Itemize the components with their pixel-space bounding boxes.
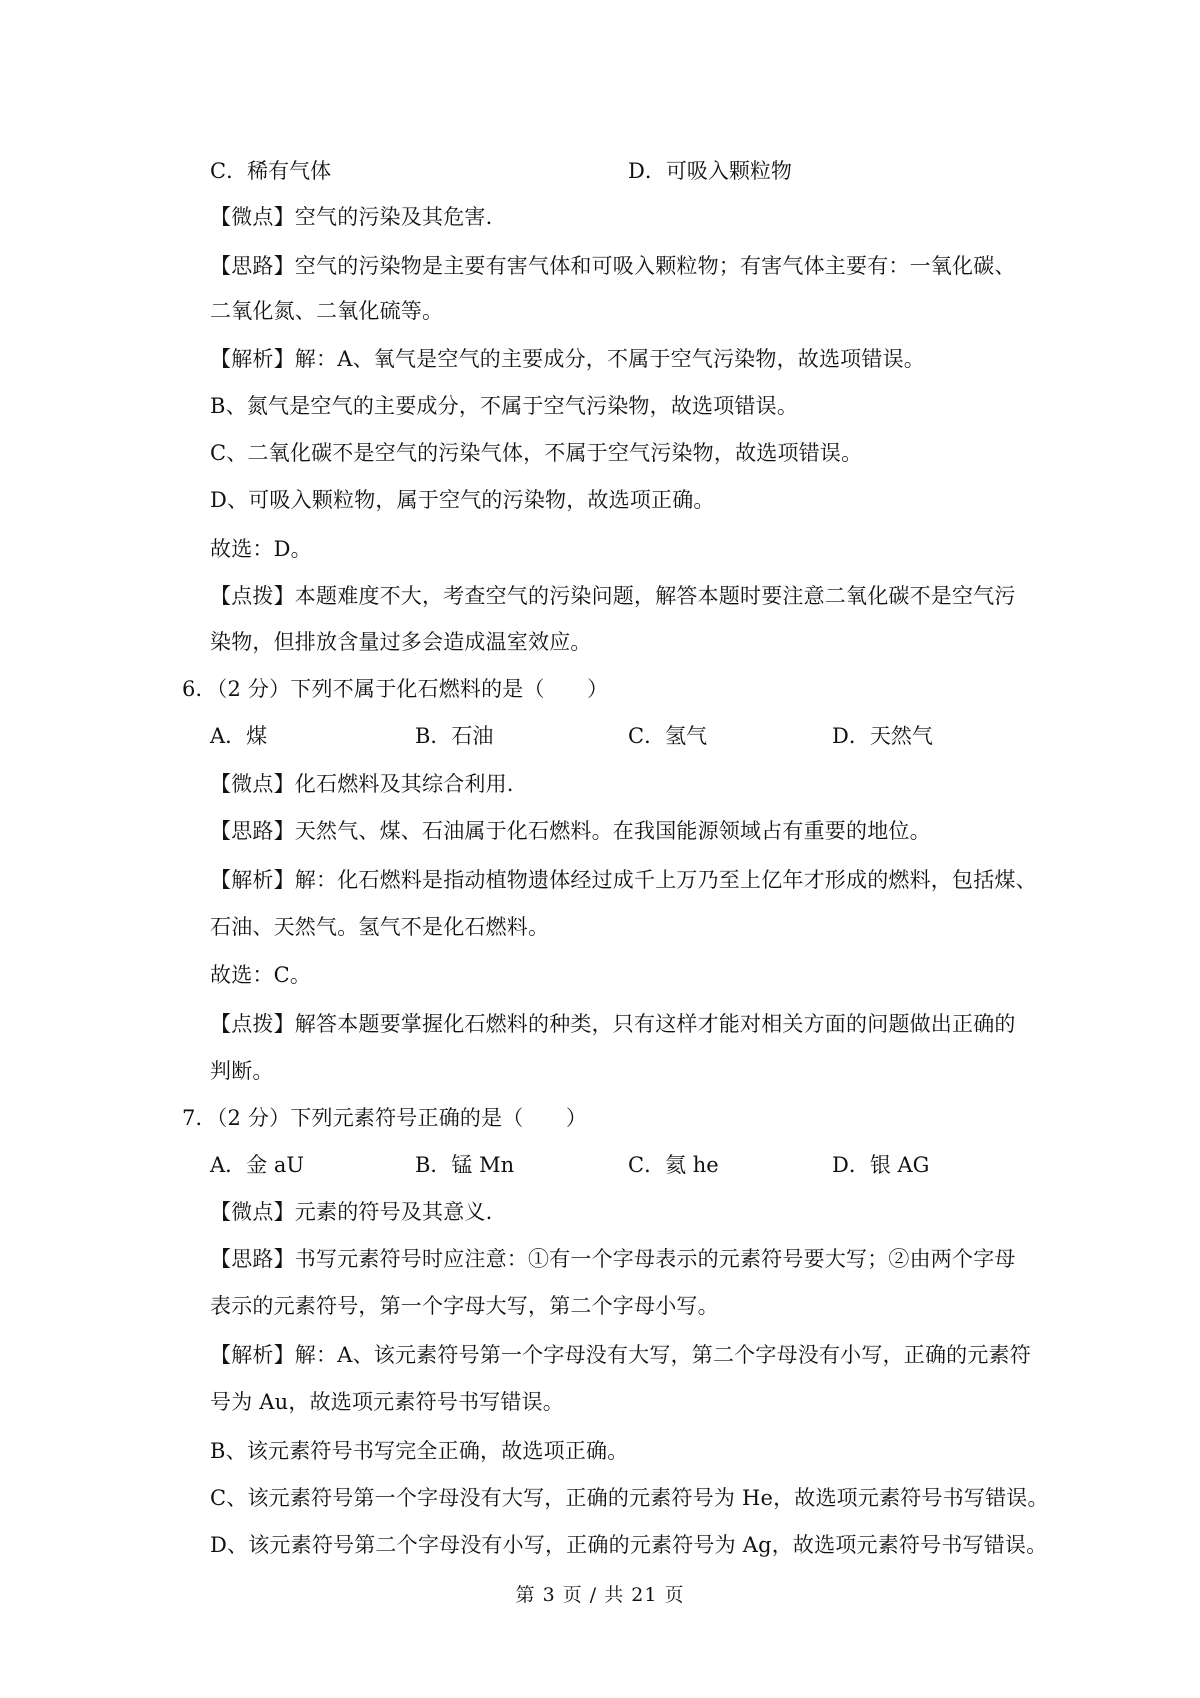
q5-jiexi-line1: 【解析】解：A、氧气是空气的主要成分，不属于空气污染物，故选项错误。 [210, 347, 925, 371]
q6-option-c: C．氢气 [628, 724, 708, 748]
q7-jiexi-line2: 号为 Au，故选项元素符号书写错误。 [210, 1390, 564, 1414]
q7-jiexi-line1: 【解析】解：A、该元素符号第一个字母没有大写，第二个字母没有小写，正确的元素符 [210, 1343, 1031, 1367]
q6-jiexi-line1: 【解析】解：化石燃料是指动植物遗体经过成千上万乃至上亿年才形成的燃料，包括煤、 [210, 868, 1037, 892]
q6-option-d: D．天然气 [832, 724, 933, 748]
q7-jiexi-line3: B、该元素符号书写完全正确，故选项正确。 [210, 1439, 629, 1463]
q5-weidian: 【微点】空气的污染及其危害. [210, 205, 493, 229]
q6-option-a: A．煤 [210, 724, 268, 748]
q7-option-a: A．金 aU [210, 1153, 305, 1177]
q5-jiexi-line3: C、二氧化碳不是空气的污染气体，不属于空气污染物，故选项错误。 [210, 441, 863, 465]
q5-dianbo-line2: 染物，但排放含量过多会造成温室效应。 [210, 630, 592, 654]
q5-option-c: C．稀有气体 [210, 159, 332, 183]
q6-option-b: B．石油 [415, 724, 494, 748]
q7-weidian: 【微点】元素的符号及其意义. [210, 1200, 493, 1224]
q7-option-c: C．氦 he [628, 1153, 719, 1177]
q5-silu-line2: 二氧化氮、二氧化硫等。 [210, 299, 444, 323]
q7-jiexi-line4: C、该元素符号第一个字母没有大写，正确的元素符号为 He，故选项元素符号书写错误。 [210, 1486, 1049, 1510]
q6-weidian: 【微点】化石燃料及其综合利用. [210, 772, 514, 796]
q7-jiexi-line5: D、该元素符号第二个字母没有小写，正确的元素符号为 Ag，故选项元素符号书写错误。 [210, 1533, 1048, 1557]
q6-dianbo-line2: 判断。 [210, 1059, 274, 1083]
q7-option-d: D．银 AG [832, 1153, 930, 1177]
q6-answer: 故选：C。 [210, 963, 312, 987]
q5-answer: 故选：D。 [210, 537, 312, 561]
q6-silu: 【思路】天然气、煤、石油属于化石燃料。在我国能源领域占有重要的地位。 [210, 819, 931, 843]
q5-dianbo-line1: 【点拨】本题难度不大，考查空气的污染问题，解答本题时要注意二氧化碳不是空气污 [210, 584, 1016, 608]
page-number-footer: 第 3 页 / 共 21 页 [515, 1584, 685, 1606]
q5-jiexi-line4: D、可吸入颗粒物，属于空气的污染物，故选项正确。 [210, 488, 715, 512]
q6-dianbo-line1: 【点拨】解答本题要掌握化石燃料的种类，只有这样才能对相关方面的问题做出正确的 [210, 1012, 1016, 1036]
q7-silu-line1: 【思路】书写元素符号时应注意：①有一个字母表示的元素符号要大写；②由两个字母 [210, 1247, 1016, 1271]
q5-jiexi-line2: B、氮气是空气的主要成分，不属于空气污染物，故选项错误。 [210, 394, 799, 418]
q6-stem: 6．（2 分）下列不属于化石燃料的是（ ） [182, 677, 609, 701]
q7-option-b: B．锰 Mn [415, 1153, 515, 1177]
q6-jiexi-line2: 石油、天然气。氢气不是化石燃料。 [210, 915, 550, 939]
q5-silu-line1: 【思路】空气的污染物是主要有害气体和可吸入颗粒物；有害气体主要有：一氧化碳、 [210, 254, 1016, 278]
q7-stem: 7．（2 分）下列元素符号正确的是（ ） [182, 1106, 588, 1130]
q7-silu-line2: 表示的元素符号，第一个字母大写，第二个字母小写。 [210, 1294, 719, 1318]
q5-option-d: D．可吸入颗粒物 [628, 159, 792, 183]
